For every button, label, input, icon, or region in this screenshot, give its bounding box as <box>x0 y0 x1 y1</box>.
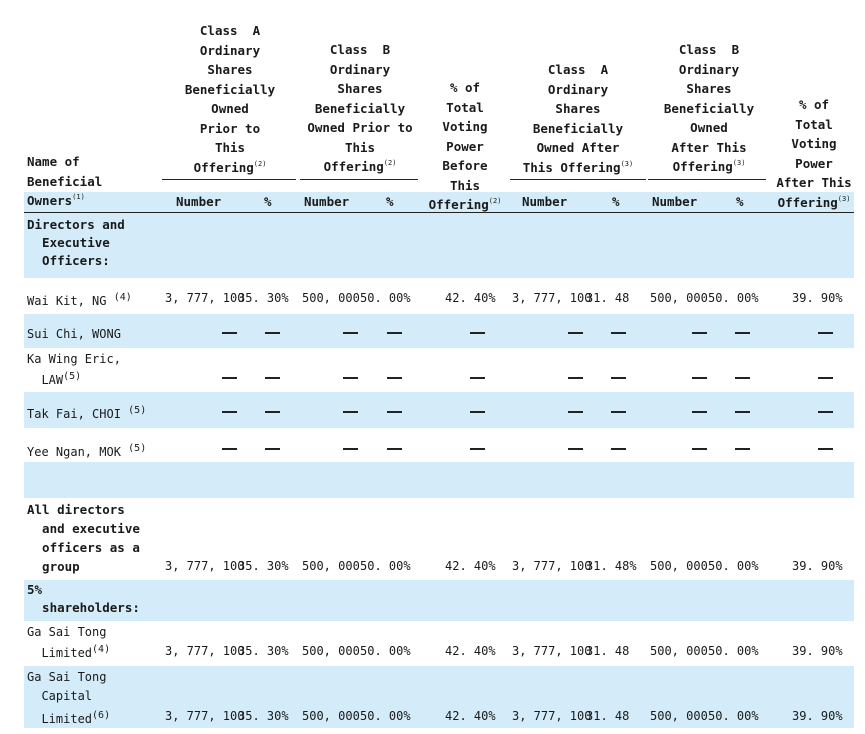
row-gstc-name-text: Ga Sai Tong Capital Limited <box>27 670 107 726</box>
dash <box>222 411 237 413</box>
row-gst-v-before: 42. 40% <box>445 644 496 658</box>
row-gstc-a2-pct: 31. 48 <box>586 709 630 723</box>
dash <box>568 411 583 413</box>
subheader-number-b: Number <box>304 194 350 209</box>
row-group-a2-num: 3, 777, 100 <box>512 559 592 573</box>
row-ng-v-before: 42. 40% <box>445 291 496 305</box>
dash <box>611 448 626 450</box>
dash <box>343 448 358 450</box>
dash <box>568 448 583 450</box>
row-gstc-b-num: 500, 000 <box>302 709 360 723</box>
row-choi-name-text: Tak Fai, CHOI <box>27 407 121 421</box>
row-gstc-name <box>27 668 110 729</box>
dash <box>735 411 750 413</box>
row-ng-b-num: 500, 000 <box>302 291 360 305</box>
row-ng-a-num: 3, 777, 100 <box>165 291 245 305</box>
row-ng-a2-num: 3, 777, 100 <box>512 291 592 305</box>
dash <box>818 411 833 413</box>
row-ng-name-text: Wai Kit, NG <box>27 294 107 308</box>
row-gst-v-after: 39. 90% <box>792 644 843 658</box>
band-directors <box>24 213 854 278</box>
dash <box>222 448 237 450</box>
dash <box>343 332 358 334</box>
note-5a: (5) <box>63 371 82 382</box>
row-group-a-num: 3, 777, 100 <box>165 559 245 573</box>
note-2c: (2) <box>488 197 502 205</box>
col-header-class-b-prior-text: Class B Ordinary Shares Beneficially Owned Prior to This Offering <box>307 42 413 174</box>
dash <box>470 377 485 379</box>
dash <box>818 448 833 450</box>
row-law-name <box>27 350 121 389</box>
row-gstc-b2-pct: 50. 00% <box>708 709 759 723</box>
subheader-pct-b: % <box>386 194 394 209</box>
dash <box>343 411 358 413</box>
note-3a: (3) <box>620 159 634 168</box>
row-gst-a-pct: 35. 30% <box>238 644 289 658</box>
rule-class-a-after <box>510 179 646 180</box>
dash <box>387 332 402 334</box>
note-5c: (5) <box>128 443 147 454</box>
note-3b: (3) <box>732 159 746 167</box>
row-group-b2-pct: 50. 00% <box>708 559 759 573</box>
note-6: (6) <box>92 710 111 721</box>
band-choi <box>24 392 854 428</box>
row-choi-name <box>27 402 146 423</box>
dash <box>265 411 280 413</box>
dash <box>568 377 583 379</box>
row-mok-name-text: Yee Ngan, MOK <box>27 445 121 459</box>
row-gst-b-num: 500, 000 <box>302 644 360 658</box>
col-header-voting-before <box>420 78 510 215</box>
row-ng-name <box>27 289 132 310</box>
row-gst-b2-pct: 50. 00% <box>708 644 759 658</box>
col-header-class-a-prior-text: Class A Ordinary Shares Beneficially Owned Prior to This Offering <box>184 23 276 175</box>
band-wong <box>24 314 854 348</box>
dash <box>735 377 750 379</box>
subheader-pct-b2: % <box>736 194 744 209</box>
row-group-a-pct: 35. 30% <box>238 559 289 573</box>
row-gst-name-text: Ga Sai Tong Limited <box>27 625 107 660</box>
row-gst-b-pct: 50. 00% <box>360 644 411 658</box>
row-group-v-after: 39. 90% <box>792 559 843 573</box>
band-shareholders <box>24 580 854 621</box>
dash <box>265 332 280 334</box>
row-gstc-a-pct: 35. 30% <box>238 709 289 723</box>
dash <box>568 332 583 334</box>
col-header-name <box>27 152 102 211</box>
row-mok-name <box>27 440 146 461</box>
dash <box>470 332 485 334</box>
note-2a: (2) <box>253 159 267 168</box>
row-ng-a-pct: 35. 30% <box>238 291 289 305</box>
col-header-class-b-prior <box>296 40 424 177</box>
note-4: (4) <box>113 292 132 303</box>
row-group-name: All directors and executive officers as a group <box>27 502 140 574</box>
note-2b: (2) <box>383 159 397 167</box>
note-3c: (3) <box>837 194 851 203</box>
row-gstc-b-pct: 50. 00% <box>360 709 411 723</box>
row-ng-b2-pct: 50. 00% <box>708 291 759 305</box>
col-header-class-b-after <box>646 40 772 177</box>
section-shareholders: 5% shareholders: <box>27 582 140 615</box>
dash <box>470 448 485 450</box>
dash <box>611 377 626 379</box>
dash <box>611 411 626 413</box>
row-group-b-pct: 50. 00% <box>360 559 411 573</box>
dash <box>387 448 402 450</box>
note-1: (1) <box>72 193 85 201</box>
subheader-number-a2: Number <box>522 194 568 209</box>
dash <box>818 332 833 334</box>
col-header-voting-after-text: % of Total Voting Power After This Offering <box>776 97 852 210</box>
row-gst-a-num: 3, 777, 100 <box>165 644 245 658</box>
row-ng-b-pct: 50. 00% <box>360 291 411 305</box>
row-gst-a2-pct: 31. 48 <box>586 644 630 658</box>
subheader-number-a: Number <box>176 194 222 209</box>
rule-class-b-after <box>648 179 766 180</box>
col-header-voting-before-text: % of Total Voting Power Before This Offering <box>428 80 489 212</box>
row-gstc-b2-num: 500, 000 <box>650 709 708 723</box>
row-law-name-text: Ka Wing Eric, LAW <box>27 352 121 387</box>
dash <box>735 448 750 450</box>
subheader-pct-a2: % <box>612 194 620 209</box>
dash <box>692 377 707 379</box>
row-wong-name: Sui Chi, WONG <box>27 327 121 341</box>
row-ng-v-after: 39. 90% <box>792 291 843 305</box>
dash <box>692 411 707 413</box>
row-gst-name <box>27 623 110 662</box>
row-group-v-before: 42. 40% <box>445 559 496 573</box>
dash <box>387 377 402 379</box>
rule-class-a-prior <box>162 179 296 180</box>
dash <box>611 332 626 334</box>
note-4b: (4) <box>92 644 111 655</box>
row-gstc-v-after: 39. 90% <box>792 709 843 723</box>
col-header-class-b-after-text: Class B Ordinary Shares Beneficially Owned After This Offering <box>663 42 755 174</box>
dash <box>387 411 402 413</box>
rule-header-bottom <box>24 212 854 213</box>
col-header-class-a-after <box>510 60 646 177</box>
row-ng-b2-num: 500, 000 <box>650 291 708 305</box>
rule-class-b-prior <box>300 179 418 180</box>
dash <box>735 332 750 334</box>
note-5b: (5) <box>128 405 147 416</box>
subheader-pct-a: % <box>264 194 272 209</box>
row-gstc-v-before: 42. 40% <box>445 709 496 723</box>
row-group-b2-num: 500, 000 <box>650 559 708 573</box>
dash <box>222 332 237 334</box>
row-gstc-a-num: 3, 777, 100 <box>165 709 245 723</box>
dash <box>265 448 280 450</box>
dash <box>222 377 237 379</box>
row-group-a2-pct: 31. 48% <box>586 559 637 573</box>
dash <box>470 411 485 413</box>
col-header-name-text: Name of Beneficial Owners <box>27 154 103 208</box>
col-header-class-a-prior <box>168 21 292 177</box>
subheader-number-b2: Number <box>652 194 698 209</box>
dash <box>343 377 358 379</box>
row-ng-a2-pct: 31. 48 <box>586 291 630 305</box>
dash <box>265 377 280 379</box>
section-directors: Directors and Executive Officers: <box>27 217 125 268</box>
dash <box>692 332 707 334</box>
band-spacer <box>24 462 854 498</box>
dash <box>818 377 833 379</box>
row-gst-b2-num: 500, 000 <box>650 644 708 658</box>
row-gstc-a2-num: 3, 777, 100 <box>512 709 592 723</box>
dash <box>692 448 707 450</box>
col-header-voting-after <box>766 95 862 212</box>
col-header-class-a-after-text: Class A Ordinary Shares Beneficially Owned After This Offering <box>522 62 624 175</box>
row-group-b-num: 500, 000 <box>302 559 360 573</box>
row-gst-a2-num: 3, 777, 100 <box>512 644 592 658</box>
